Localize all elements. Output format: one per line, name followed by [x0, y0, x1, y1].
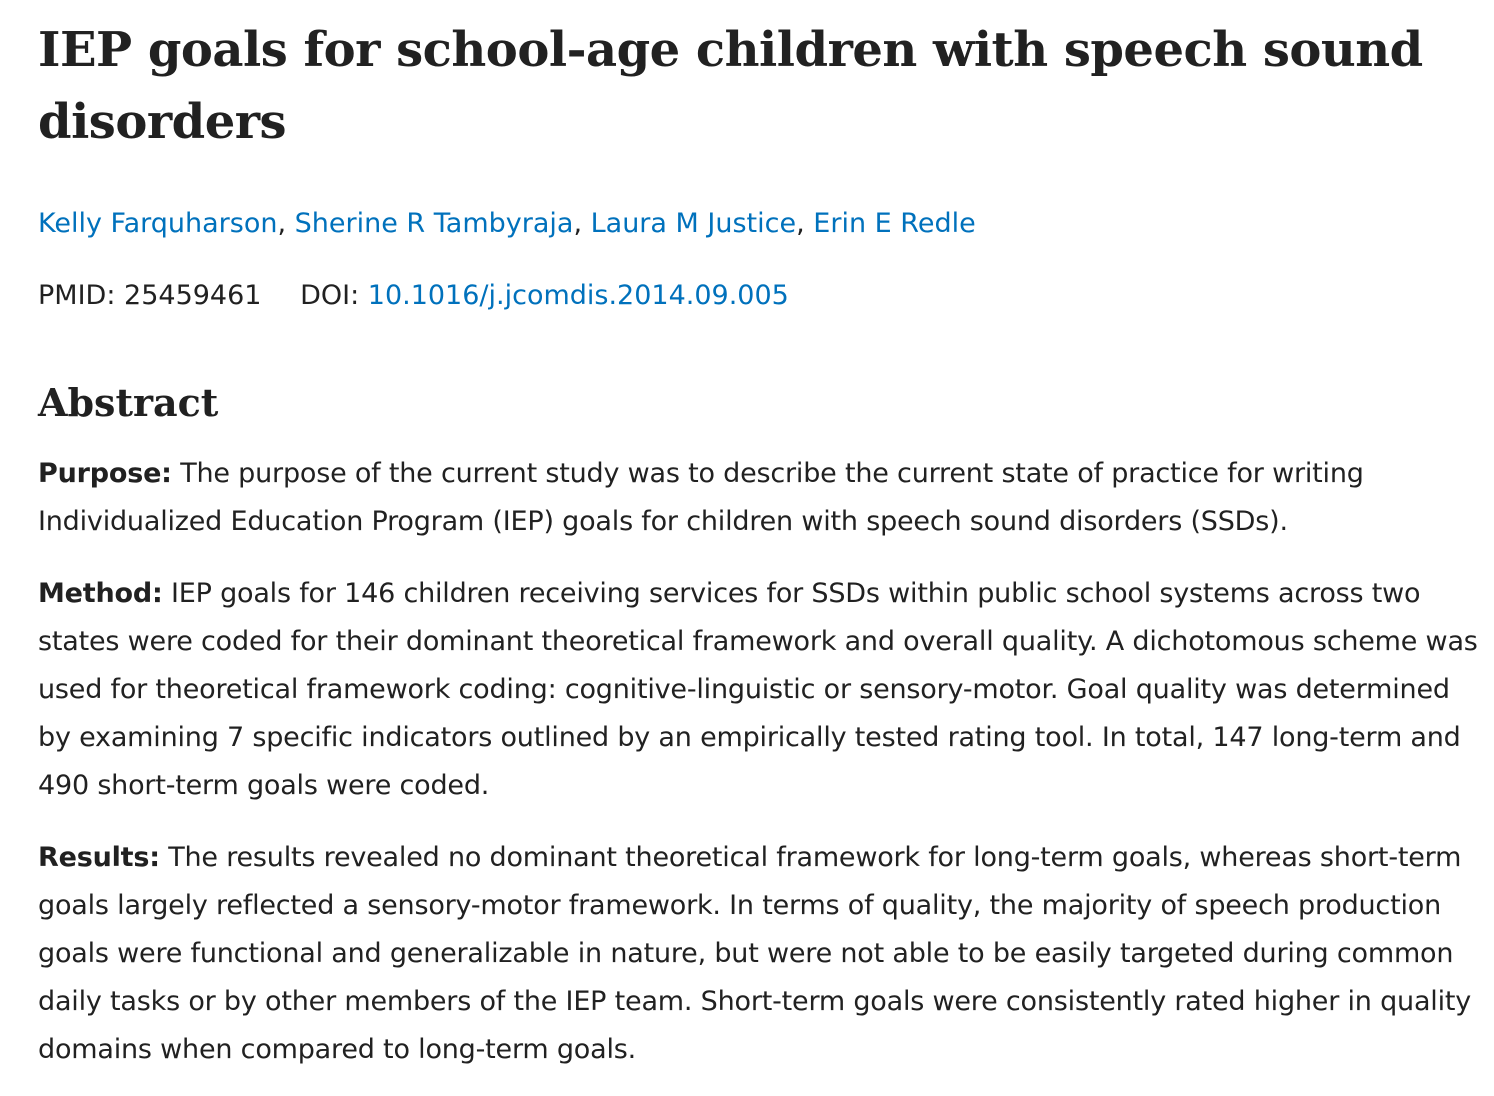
author-link[interactable]: Sherine R Tambyraja	[294, 208, 574, 239]
article-title: IEP goals for school-age children with speech sound disorders	[38, 22, 1423, 150]
author-separator: ,	[796, 208, 814, 239]
doi-label: DOI:	[300, 280, 360, 311]
identifiers	[38, 276, 1483, 316]
author-separator: ,	[277, 208, 295, 239]
section-label: Method:	[38, 578, 163, 609]
section-text: The purpose of the current study was to describe the current state of practice for writing Individualized Education Program (IEP) goals for children with speech sound disorders (SSDs).	[38, 458, 1364, 537]
author-link[interactable]: Kelly Farquharson	[38, 208, 278, 239]
section-label: Purpose:	[38, 458, 172, 489]
pmid-value: 25459461	[124, 280, 262, 311]
section-text: IEP goals for 146 children receiving services for SSDs within public school systems across two states were coded for their dominant theoretical framework and overall quality. A dichotomous scheme was used for theoretical framework coding: cognitive-linguistic or sensory-motor. Goal quality was determined by examining 7 specific indicators outlined by an empirically tested rating tool. In total, 147 long-term and 490 short-term goals were coded.	[38, 578, 1478, 801]
section-label: Results:	[38, 842, 160, 873]
abstract-purpose	[38, 450, 1483, 546]
pmid-label: PMID:	[38, 280, 116, 311]
author-link[interactable]: Laura M Justice	[590, 208, 797, 239]
abstract-method	[38, 570, 1483, 810]
section-text: The results revealed no dominant theoretical framework for long-term goals, whereas short-term goals largely reflected a sensory-motor framework. In terms of quality, the majority of speech production goals were functional and generalizable in nature, but were not able to be easily targeted during common daily tasks or by other members of the IEP team. Short-term goals were consistently rated higher in quality domains when compared to long-term goals.	[38, 842, 1472, 1065]
author-separator: ,	[573, 208, 591, 239]
author-link[interactable]: Erin E Redle	[813, 208, 976, 239]
author-list	[38, 204, 1483, 244]
abstract-results	[38, 834, 1483, 1074]
doi-link[interactable]: 10.1016/j.jcomdis.2014.09.005	[367, 280, 789, 311]
article-page	[38, 14, 1483, 1074]
abstract-heading: Abstract	[38, 380, 219, 425]
